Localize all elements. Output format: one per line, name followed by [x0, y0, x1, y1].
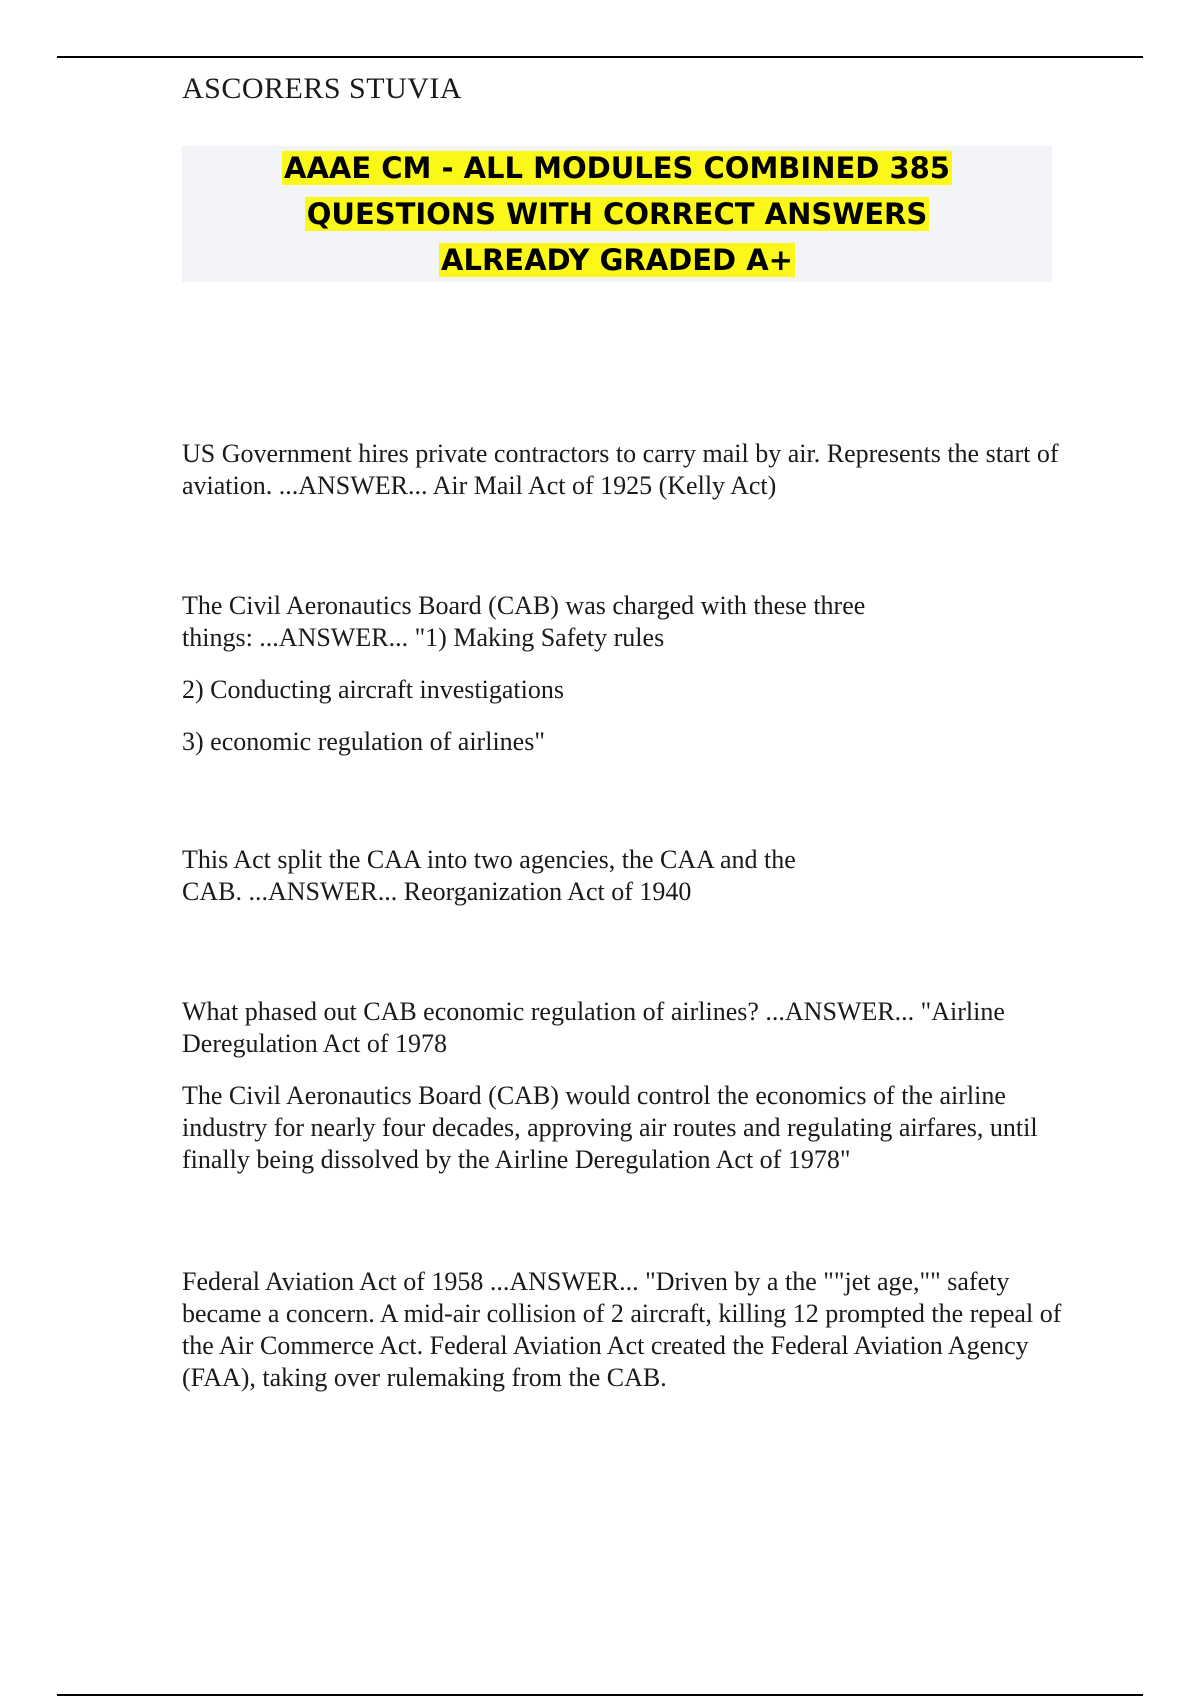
- document-title: [237, 145, 997, 283]
- qa-item-2-line-2: 2) Conducting aircraft investigations: [182, 675, 564, 704]
- qa-item-1: [182, 438, 1062, 502]
- header-brand: ASCORERS STUVIA: [182, 72, 463, 105]
- qa-item-2-text: The Civil Aeronautics Board (CAB) was charged with these three things: ...ANSWER... "1) Making Safety rules: [182, 591, 866, 652]
- qa-item-4: [182, 996, 1062, 1176]
- qa-item-4-text: What phased out CAB economic regulation of airlines? ...ANSWER... "Airline Deregulation Act of 1978: [182, 997, 1005, 1058]
- document-title-highlight: AAAE CM - ALL MODULES COMBINED 385 QUESTIONS WITH CORRECT ANSWERS ALREADY GRADED A+: [284, 151, 950, 277]
- bottom-rule: [57, 1694, 1143, 1696]
- qa-content: [182, 438, 1062, 1482]
- qa-item-2-line-3: 3) economic regulation of airlines": [182, 727, 545, 756]
- qa-item-5: [182, 1266, 1062, 1394]
- qa-item-5-text: Federal Aviation Act of 1958 ...ANSWER... "Driven by a the ""jet age,"" safety became a concern. A mid-air collision of 2 aircraft, killing 12 prompted the repeal of the Air Commerce Act. Federal Aviation Act created the Federal Aviation Agency (FAA), taking over rulemaking from the CAB.: [182, 1267, 1062, 1392]
- qa-item-2: [182, 590, 1062, 758]
- qa-item-3: [182, 844, 1062, 908]
- top-rule: [57, 56, 1143, 58]
- title-box: [182, 146, 1052, 282]
- qa-item-4-explanation: The Civil Aeronautics Board (CAB) would control the economics of the airline industry for nearly four decades, approving air routes and regulating airfares, until finally being dissolved by the Airline Deregulation Act of 1978": [182, 1081, 1038, 1174]
- qa-item-3-text: This Act split the CAA into two agencies, the CAA and the CAB. ...ANSWER... Reorganization Act of 1940: [182, 845, 796, 906]
- qa-item-1-text: US Government hires private contractors to carry mail by air. Represents the start of aviation. ...ANSWER... Air Mail Act of 1925 (Kelly Act): [182, 439, 1059, 500]
